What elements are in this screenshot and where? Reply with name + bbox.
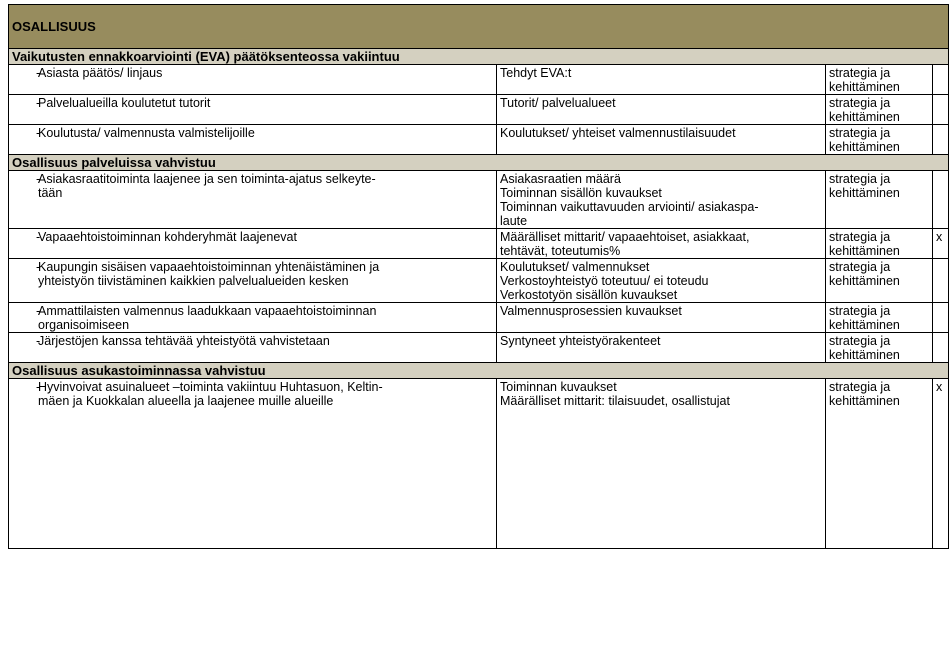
osallisuus-table (8, 4, 949, 549)
measure-cell (497, 229, 826, 259)
responsible-line: strategia ja (829, 126, 891, 140)
item-text (38, 334, 458, 348)
bullet-dash (12, 66, 38, 80)
responsible-line: strategia ja (829, 96, 891, 110)
responsible-cell (826, 95, 933, 125)
measure-cell (497, 171, 826, 229)
item-cell (9, 333, 497, 363)
table-row (9, 303, 949, 333)
responsible-cell (826, 259, 933, 303)
item-line: Kaupungin sisäisen vapaaehtoistoiminnan yhtenäistäminen ja (38, 260, 380, 274)
item-text (38, 380, 458, 408)
responsible-cell (826, 65, 933, 95)
table-title: OSALLISUUS (9, 5, 949, 49)
item-line: tään (38, 186, 63, 200)
responsible-line: kehittäminen (829, 318, 900, 332)
bullet-dash (12, 334, 38, 348)
mark-cell (933, 65, 949, 95)
measure-line: Toiminnan vaikuttavuuden arviointi/ asiakaspa- (500, 200, 759, 214)
header-row (9, 5, 949, 49)
item-line: Koulutusta/ valmennusta valmistelijoille (38, 126, 255, 140)
bullet-dash (12, 96, 38, 110)
item-text (38, 304, 458, 332)
measure-line: Valmennusprosessien kuvaukset (500, 304, 682, 318)
responsible-line: strategia ja (829, 66, 891, 80)
measure-cell (497, 333, 826, 363)
table-row (9, 125, 949, 155)
mark-cell: x (933, 229, 949, 259)
mark-cell (933, 303, 949, 333)
responsible-line: kehittäminen (829, 80, 900, 94)
item-text (38, 96, 458, 110)
responsible-line: kehittäminen (829, 186, 900, 200)
responsible-line: strategia ja (829, 172, 891, 186)
item-cell (9, 303, 497, 333)
item-text (38, 230, 458, 244)
item-line: Ammattilaisten valmennus laadukkaan vapaaehtoistoiminnan (38, 304, 377, 318)
measure-line: Koulutukset/ valmennukset (500, 260, 650, 274)
item-cell (9, 259, 497, 303)
responsible-cell (826, 229, 933, 259)
item-cell (9, 379, 497, 549)
table-row (9, 229, 949, 259)
measure-line: Syntyneet yhteistyörakenteet (500, 334, 661, 348)
measure-line: Asiakasraatien määrä (500, 172, 621, 186)
section-row (9, 155, 949, 171)
item-text (38, 260, 458, 288)
item-cell (9, 95, 497, 125)
responsible-line: kehittäminen (829, 348, 900, 362)
item-text (38, 172, 458, 200)
item-line: Vapaaehtoistoiminnan kohderyhmät laajenevat (38, 230, 297, 244)
responsible-line: strategia ja (829, 230, 891, 244)
item-line: yhteistyön tiivistäminen kaikkien palvelualueiden kesken (38, 274, 349, 288)
table-row (9, 333, 949, 363)
item-line: organisoimiseen (38, 318, 130, 332)
responsible-cell (826, 303, 933, 333)
section-row (9, 363, 949, 379)
responsible-line: kehittäminen (829, 140, 900, 154)
mark-cell (933, 125, 949, 155)
section-title: Vaikutusten ennakkoarviointi (EVA) päätöksenteossa vakiintuu (9, 49, 949, 65)
measure-line: tehtävät, toteutumis% (500, 244, 621, 258)
responsible-line: strategia ja (829, 260, 891, 274)
item-line: Palvelualueilla koulutetut tutorit (38, 96, 211, 110)
mark-cell (933, 95, 949, 125)
document-page (8, 4, 941, 549)
measure-line: Tutorit/ palvelualueet (500, 96, 616, 110)
measure-cell (497, 259, 826, 303)
measure-line: Määrälliset mittarit: tilaisuudet, osallistujat (500, 394, 730, 408)
item-text (38, 66, 458, 80)
bullet-dash (12, 172, 38, 200)
table-row (9, 259, 949, 303)
measure-line: Verkostotyön sisällön kuvaukset (500, 288, 678, 302)
mark-cell: x (933, 379, 949, 549)
responsible-line: strategia ja (829, 380, 891, 394)
responsible-line: kehittäminen (829, 244, 900, 258)
bullet-dash (12, 380, 38, 408)
mark-cell (933, 259, 949, 303)
responsible-line: strategia ja (829, 304, 891, 318)
measure-cell (497, 95, 826, 125)
measure-cell (497, 65, 826, 95)
item-cell (9, 65, 497, 95)
mark-cell (933, 171, 949, 229)
measure-cell (497, 125, 826, 155)
responsible-line: strategia ja (829, 334, 891, 348)
section-title: Osallisuus asukastoiminnassa vahvistuu (9, 363, 949, 379)
table-row (9, 379, 949, 549)
item-line: Hyvinvoivat asuinalueet –toiminta vakiintuu Huhtasuon, Keltin- (38, 380, 383, 394)
bullet-dash (12, 126, 38, 140)
responsible-line: kehittäminen (829, 394, 900, 408)
measure-line: Tehdyt EVA:t (500, 66, 572, 80)
responsible-cell (826, 379, 933, 549)
measure-line: Verkostoyhteistyö toteutuu/ ei toteudu (500, 274, 709, 288)
bullet-dash (12, 304, 38, 332)
table-row (9, 171, 949, 229)
item-line: mäen ja Kuokkalan alueella ja laajenee muille alueille (38, 394, 334, 408)
measure-cell (497, 303, 826, 333)
mark-cell (933, 333, 949, 363)
responsible-cell (826, 125, 933, 155)
measure-line: Koulutukset/ yhteiset valmennustilaisuudet (500, 126, 736, 140)
item-cell (9, 229, 497, 259)
section-title: Osallisuus palveluissa vahvistuu (9, 155, 949, 171)
measure-line: Toiminnan sisällön kuvaukset (500, 186, 662, 200)
item-line: Asiasta päätös/ linjaus (38, 66, 163, 80)
bullet-dash (12, 260, 38, 288)
item-line: Asiakasraatitoiminta laajenee ja sen toiminta-ajatus selkeyte- (38, 172, 376, 186)
measure-line: Toiminnan kuvaukset (500, 380, 617, 394)
responsible-line: kehittäminen (829, 110, 900, 124)
measure-line: Määrälliset mittarit/ vapaaehtoiset, asiakkaat, (500, 230, 750, 244)
responsible-cell (826, 333, 933, 363)
responsible-line: kehittäminen (829, 274, 900, 288)
measure-line: laute (500, 214, 528, 228)
item-text (38, 126, 458, 140)
section-row (9, 49, 949, 65)
table-row (9, 95, 949, 125)
item-cell (9, 125, 497, 155)
item-line: Järjestöjen kanssa tehtävää yhteistyötä vahvistetaan (38, 334, 330, 348)
bullet-dash (12, 230, 38, 244)
responsible-cell (826, 171, 933, 229)
item-cell (9, 171, 497, 229)
table-row (9, 65, 949, 95)
measure-cell (497, 379, 826, 549)
